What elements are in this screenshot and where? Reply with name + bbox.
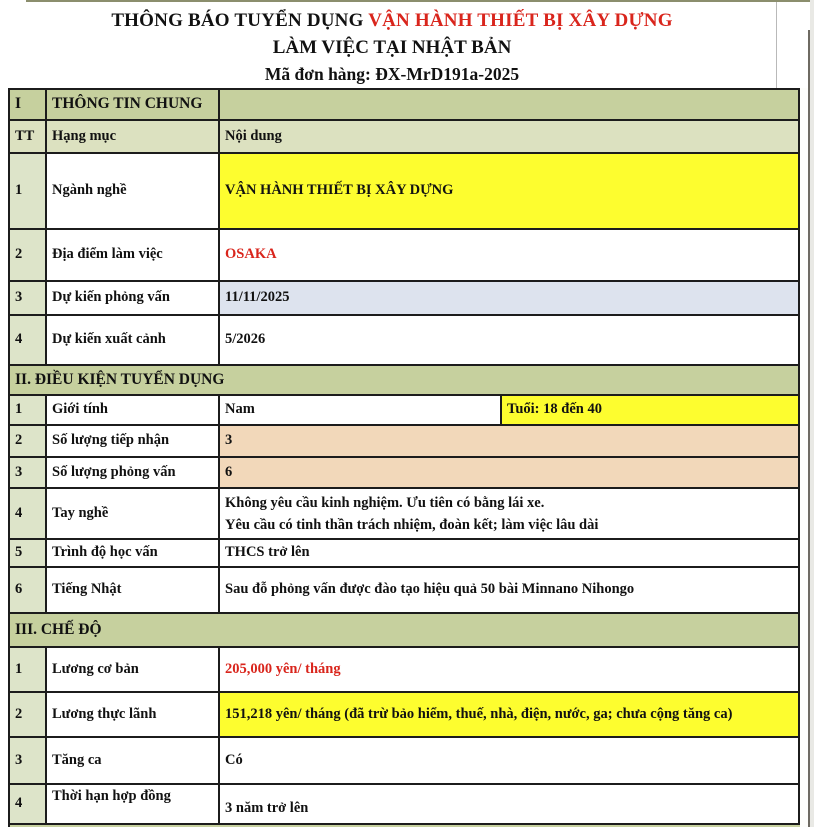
row-number: 2: [10, 426, 47, 456]
title-red-part: VẬN HÀNH THIẾT BỊ XÂY DỰNG: [368, 10, 673, 31]
row-label: Trình độ học vấn: [47, 540, 220, 566]
row-label: Thời hạn hợp đồng: [47, 785, 220, 823]
row-number: 4: [10, 316, 47, 364]
section1-title: THÔNG TIN CHUNG: [47, 90, 220, 119]
row-label: Tay nghề: [47, 489, 220, 538]
row-label: Dự kiến xuất cảnh: [47, 316, 220, 364]
row-value: Có: [220, 738, 800, 783]
section1-header-row: [10, 90, 800, 121]
row-number: 2: [10, 230, 47, 280]
row-number: 4: [10, 489, 47, 538]
table-row: [10, 230, 800, 282]
row-label: Địa điểm làm việc: [47, 230, 220, 280]
row-label: Giới tính: [47, 396, 220, 424]
row-value: VẬN HÀNH THIẾT BỊ XÂY DỰNG: [220, 154, 800, 228]
row-label: Tăng ca: [47, 738, 220, 783]
row-label: Ngành nghề: [47, 154, 220, 228]
row-value: 151,218 yên/ tháng (đã trừ bảo hiểm, thuế, nhà, điện, nước, ga; chưa cộng tăng ca): [220, 693, 800, 736]
col-header-content: Nội dung: [220, 121, 800, 152]
row-value: THCS trở lên: [220, 540, 800, 566]
row-value: [220, 489, 800, 538]
row-value-line2: Yêu cầu có tinh thần trách nhiệm, đoàn kết; làm việc lâu dài: [225, 516, 599, 533]
row-value: 11/11/2025: [220, 282, 800, 314]
row-number: 6: [10, 568, 47, 612]
document-title: [8, 7, 776, 34]
table-row: [10, 785, 800, 825]
row-value: 6: [220, 458, 800, 487]
section1-header-filler: [220, 90, 800, 119]
scrollbar-edge[interactable]: [810, 0, 814, 827]
row-label: Dự kiến phỏng vấn: [47, 282, 220, 314]
table-row: [10, 648, 800, 693]
section1-roman: I: [10, 90, 47, 119]
table-row: [10, 693, 800, 738]
row-number: 5: [10, 540, 47, 566]
row-value: 3 năm trở lên: [220, 785, 800, 823]
row-number: 2: [10, 693, 47, 736]
section3-title: III. CHẾ ĐỘ: [10, 614, 800, 646]
section2-header-row: [10, 366, 800, 396]
right-gutter: [800, 88, 808, 827]
row-value-line1: Không yêu cầu kinh nghiệm. Ưu tiên có bằng lái xe.: [225, 495, 545, 511]
row-number: 1: [10, 648, 47, 691]
row-value: 3: [220, 426, 800, 456]
col-header-tt: TT: [10, 121, 47, 152]
row-number: 3: [10, 458, 47, 487]
row-value: OSAKA: [220, 230, 800, 280]
row-value: Sau đỗ phỏng vấn được đào tạo hiệu quả 50 bài Minnano Nihongo: [220, 568, 800, 612]
table-row: [10, 282, 800, 316]
row-label: Số lượng phỏng vấn: [47, 458, 220, 487]
table-row: [10, 396, 800, 426]
row-label: Số lượng tiếp nhận: [47, 426, 220, 456]
row-label: Lương thực lãnh: [47, 693, 220, 736]
table-row: [10, 540, 800, 568]
table-row: [10, 316, 800, 366]
row-value: 5/2026: [220, 316, 800, 364]
table-row: [10, 426, 800, 458]
section3-header-row: [10, 614, 800, 648]
title-black-part: THÔNG BÁO TUYỂN DỤNG: [111, 10, 369, 31]
table-row: [10, 458, 800, 489]
document-title-block: [8, 2, 777, 88]
row-number: 3: [10, 282, 47, 314]
row-value: 205,000 yên/ tháng: [220, 648, 800, 691]
row-value: Nam: [220, 396, 502, 424]
table-row: [10, 489, 800, 540]
row-label: Lương cơ bản: [47, 648, 220, 691]
row-number: 4: [10, 785, 47, 823]
row-number: 1: [10, 396, 47, 424]
row-extra-value: Tuổi: 18 đến 40: [502, 396, 800, 424]
column-header-row: [10, 121, 800, 154]
document-subtitle: LÀM VIỆC TẠI NHẬT BẢN: [272, 37, 512, 58]
row-number: 3: [10, 738, 47, 783]
order-code: Mã đơn hàng: ĐX-MrD191a-2025: [264, 64, 520, 84]
table-row: [10, 568, 800, 614]
row-label: Tiếng Nhật: [47, 568, 220, 612]
section2-title: II. ĐIỀU KIỆN TUYỂN DỤNG: [10, 366, 800, 394]
recruitment-table: [8, 88, 800, 827]
row-number: 1: [10, 154, 47, 228]
col-header-item: Hạng mục: [47, 121, 220, 152]
table-row: [10, 738, 800, 785]
table-row: [10, 154, 800, 230]
